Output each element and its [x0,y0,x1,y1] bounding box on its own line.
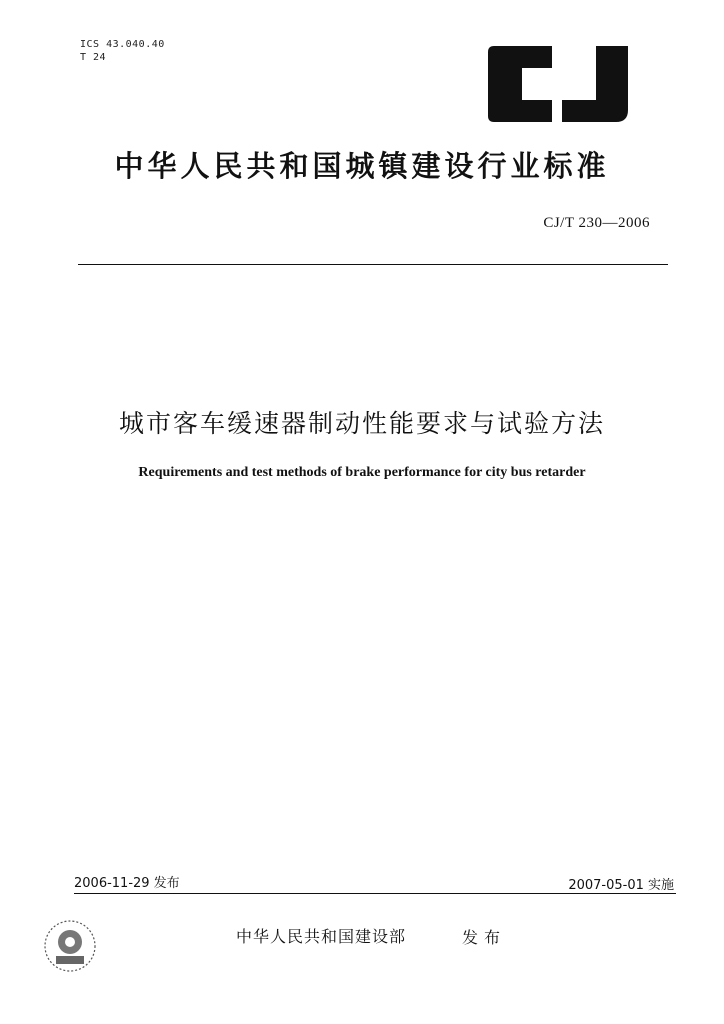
publisher-seal-icon [42,918,98,974]
publisher-name: 中华人民共和国建设部 [236,927,407,946]
standard-number: CJ/T 230—2006 [543,215,650,231]
cj-logo [488,46,628,122]
footer-divider [74,893,676,894]
implementation-date: 2007-05-01 实施 [568,878,674,893]
document-title-cn: 城市客车缓速器制动性能要求与试验方法 [118,409,605,438]
issue-date: 2006-11-29 发布 [74,876,180,891]
ics-code: ICS 43.040.40 [80,39,165,50]
publish-label: 发布 [462,928,507,947]
document-title-en: Requirements and test methods of brake performance for city bus retarder [138,465,586,480]
standard-main-title: 中华人民共和国城镇建设行业标准 [114,149,610,183]
cj-logo-c-shape [488,46,552,122]
cj-logo-j-shape [562,46,628,122]
category-code: T 24 [80,52,107,63]
classification-codes [80,38,165,64]
header-divider [78,264,668,265]
